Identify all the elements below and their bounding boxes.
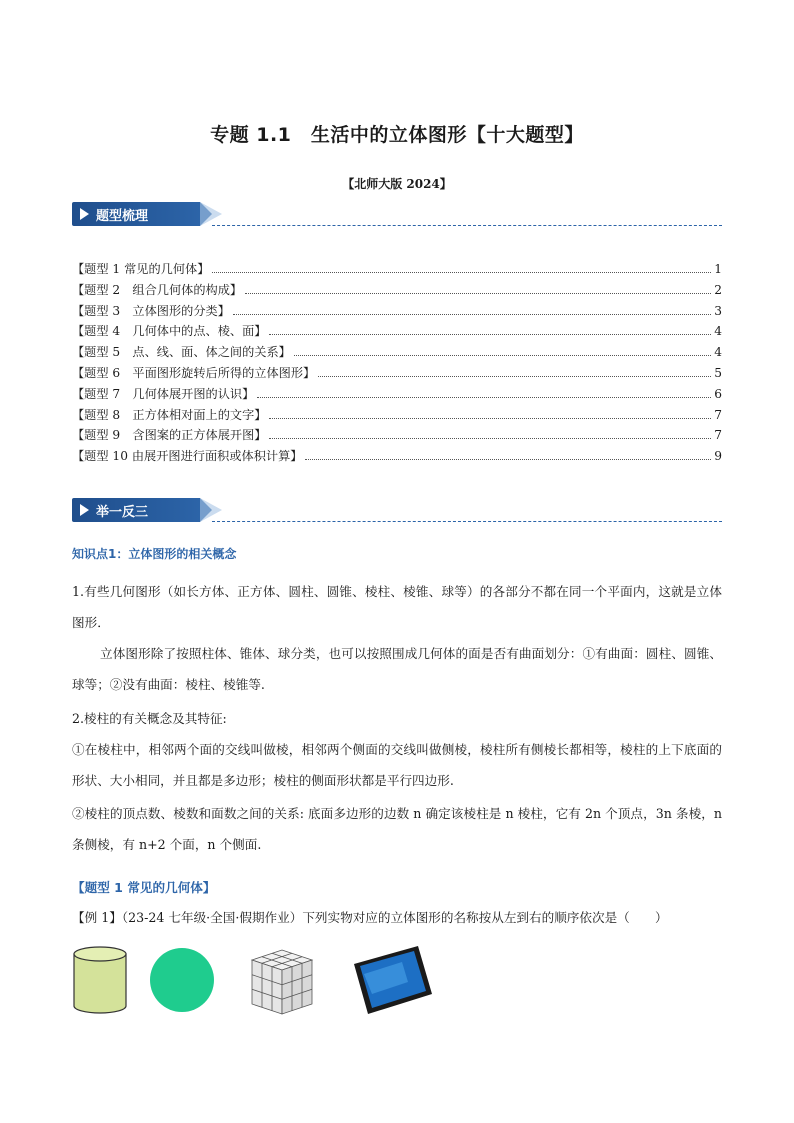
toc-item[interactable]: 【题型 2 组合几何体的构成】 2	[72, 279, 722, 300]
section-banner-practice	[72, 498, 722, 524]
play-triangle-icon	[80, 208, 89, 220]
toc-item[interactable]: 【题型 9 含图案的正方体展开图】 7	[72, 424, 722, 445]
paragraph-classification: 立体图形除了按照柱体、锥体、球分类，也可以按照围成几何体的面是否有曲面划分：①有曲面：圆柱、圆锥、球等；②没有曲面：棱柱、棱锥等.	[72, 646, 722, 692]
toc-page-number: 9	[714, 449, 722, 464]
edition-label: 【北师大版 2024】	[342, 177, 452, 191]
toc-page-number: 7	[714, 407, 722, 422]
rubiks-cube-image	[252, 950, 312, 1014]
tablet-image	[354, 946, 432, 1014]
example-figures	[72, 942, 472, 1022]
toc-page-number: 2	[714, 282, 722, 297]
toc-item[interactable]: 【题型 4 几何体中的点、棱、面】 4	[72, 320, 722, 341]
section-banner-question-types	[72, 202, 722, 228]
dashed-divider	[212, 225, 722, 226]
toc-page-number: 7	[714, 428, 722, 443]
paragraph-prism-features: ①在棱柱中，相邻两个面的交线叫做棱，相邻两个侧面的交线叫做侧棱，棱柱所有侧棱长都相等，棱柱的上下底面的形状、大小相同，并且都是多边形；棱柱的侧面形状都是平行四边形.	[72, 742, 722, 788]
banner-label: 题型梳理	[96, 209, 149, 224]
toc-item[interactable]: 【题型 7 几何体展开图的认识】 6	[72, 383, 722, 404]
toc-item[interactable]: 【题型 10 由展开图进行面积或体积计算】 9	[72, 445, 722, 466]
toc-page-number: 1	[714, 262, 722, 276]
toc-page-number: 4	[714, 345, 722, 360]
paragraph-prism-counts: ②棱柱的顶点数、棱数和面数之间的关系: 底面多边形的边数 n 确定该棱柱是 n 棱柱，它有 2n 个顶点，3n 条棱，n 条侧棱，有 n+2 个面，n 个侧面.	[72, 806, 722, 852]
toc-page-number: 3	[714, 303, 722, 318]
play-triangle-icon	[80, 504, 89, 516]
toc-page-number: 5	[714, 365, 722, 380]
page-title: 专题 1.1 生活中的立体图形【十大题型】	[210, 124, 584, 146]
toc-page-number: 6	[714, 386, 722, 401]
table-of-contents	[72, 258, 722, 466]
knowledge-point-heading: 知识点1：立体图形的相关概念	[72, 547, 237, 561]
question-type-heading: 【题型 1 常见的几何体】	[72, 880, 216, 895]
toc-page-number: 4	[714, 324, 722, 339]
toc-item[interactable]: 【题型 1 常见的几何体】 1	[72, 258, 722, 279]
banner-label: 举一反三	[96, 505, 149, 520]
dashed-divider	[212, 521, 722, 522]
toc-item[interactable]: 【题型 6 平面图形旋转后所得的立体图形】 5	[72, 362, 722, 383]
toc-item[interactable]: 【题型 5 点、线、面、体之间的关系】 4	[72, 341, 722, 362]
ball-image	[150, 948, 214, 1012]
paragraph-prism-heading: 2.棱柱的有关概念及其特征:	[72, 711, 227, 726]
toc-item[interactable]: 【题型 3 立体图形的分类】 3	[72, 300, 722, 321]
paragraph-definition: 1.有些几何图形（如长方体、正方体、圆柱、圆锥、棱柱、棱锥、球等）的各部分不都在同一个平面内，这就是立体图形．	[72, 584, 722, 630]
toc-item[interactable]: 【题型 8 正方体相对面上的文字】 7	[72, 404, 722, 425]
example-question: 【例 1】（23-24 七年级·全国·假期作业）下列实物对应的立体图形的名称按从左到右的顺序依次是（ ）	[72, 910, 668, 925]
cylinder-image	[74, 947, 126, 1013]
